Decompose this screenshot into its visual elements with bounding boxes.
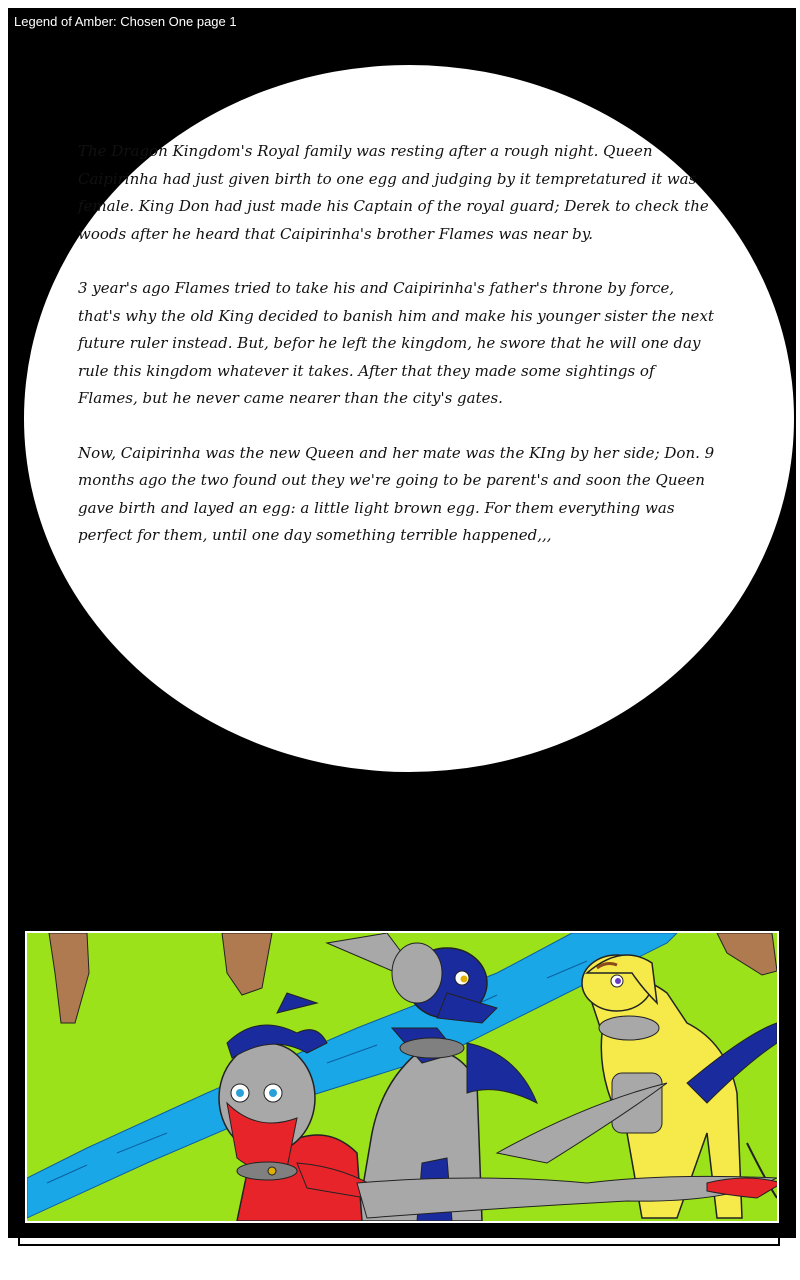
page-bottom-border — [18, 1238, 780, 1246]
story-paragraph-1: The Dragon Kingdom's Royal family was resting after a rough night. Queen Caipirinha had just given birth to one egg and judging by it tempretatured it was female. King Don had just made his Captain of the royal guard; Derek to check the woods after he heard that Caipirinha's brother Flames was near by. — [78, 142, 709, 243]
forest-scene-illustration — [27, 933, 777, 1221]
comic-panel — [25, 931, 779, 1223]
page-title: Legend of Amber: Chosen One page 1 — [14, 14, 237, 29]
story-text — [78, 138, 718, 577]
story-paragraph-3: Now, Caipirinha was the new Queen and her mate was the KIng by her side; Don. 9 months ago the two found out they we're going to be parent's and soon the Queen gave birth and layed an egg: a little light brown egg. For them everything was perfect for them, until one day something terrible happened,,, — [78, 443, 715, 544]
page-background — [8, 8, 796, 1238]
story-paragraph-2: 3 year's ago Flames tried to take his and Caipirinha's father's throne by force, that's why the old King decided to banish him and make his younger sister the next future ruler instead. But, befor he left the kingdom, he swore that he will one day rule this kingdom whatever it takes. After that they made some sightings of Flames, but he never came nearer than the city's gates. — [78, 279, 714, 407]
